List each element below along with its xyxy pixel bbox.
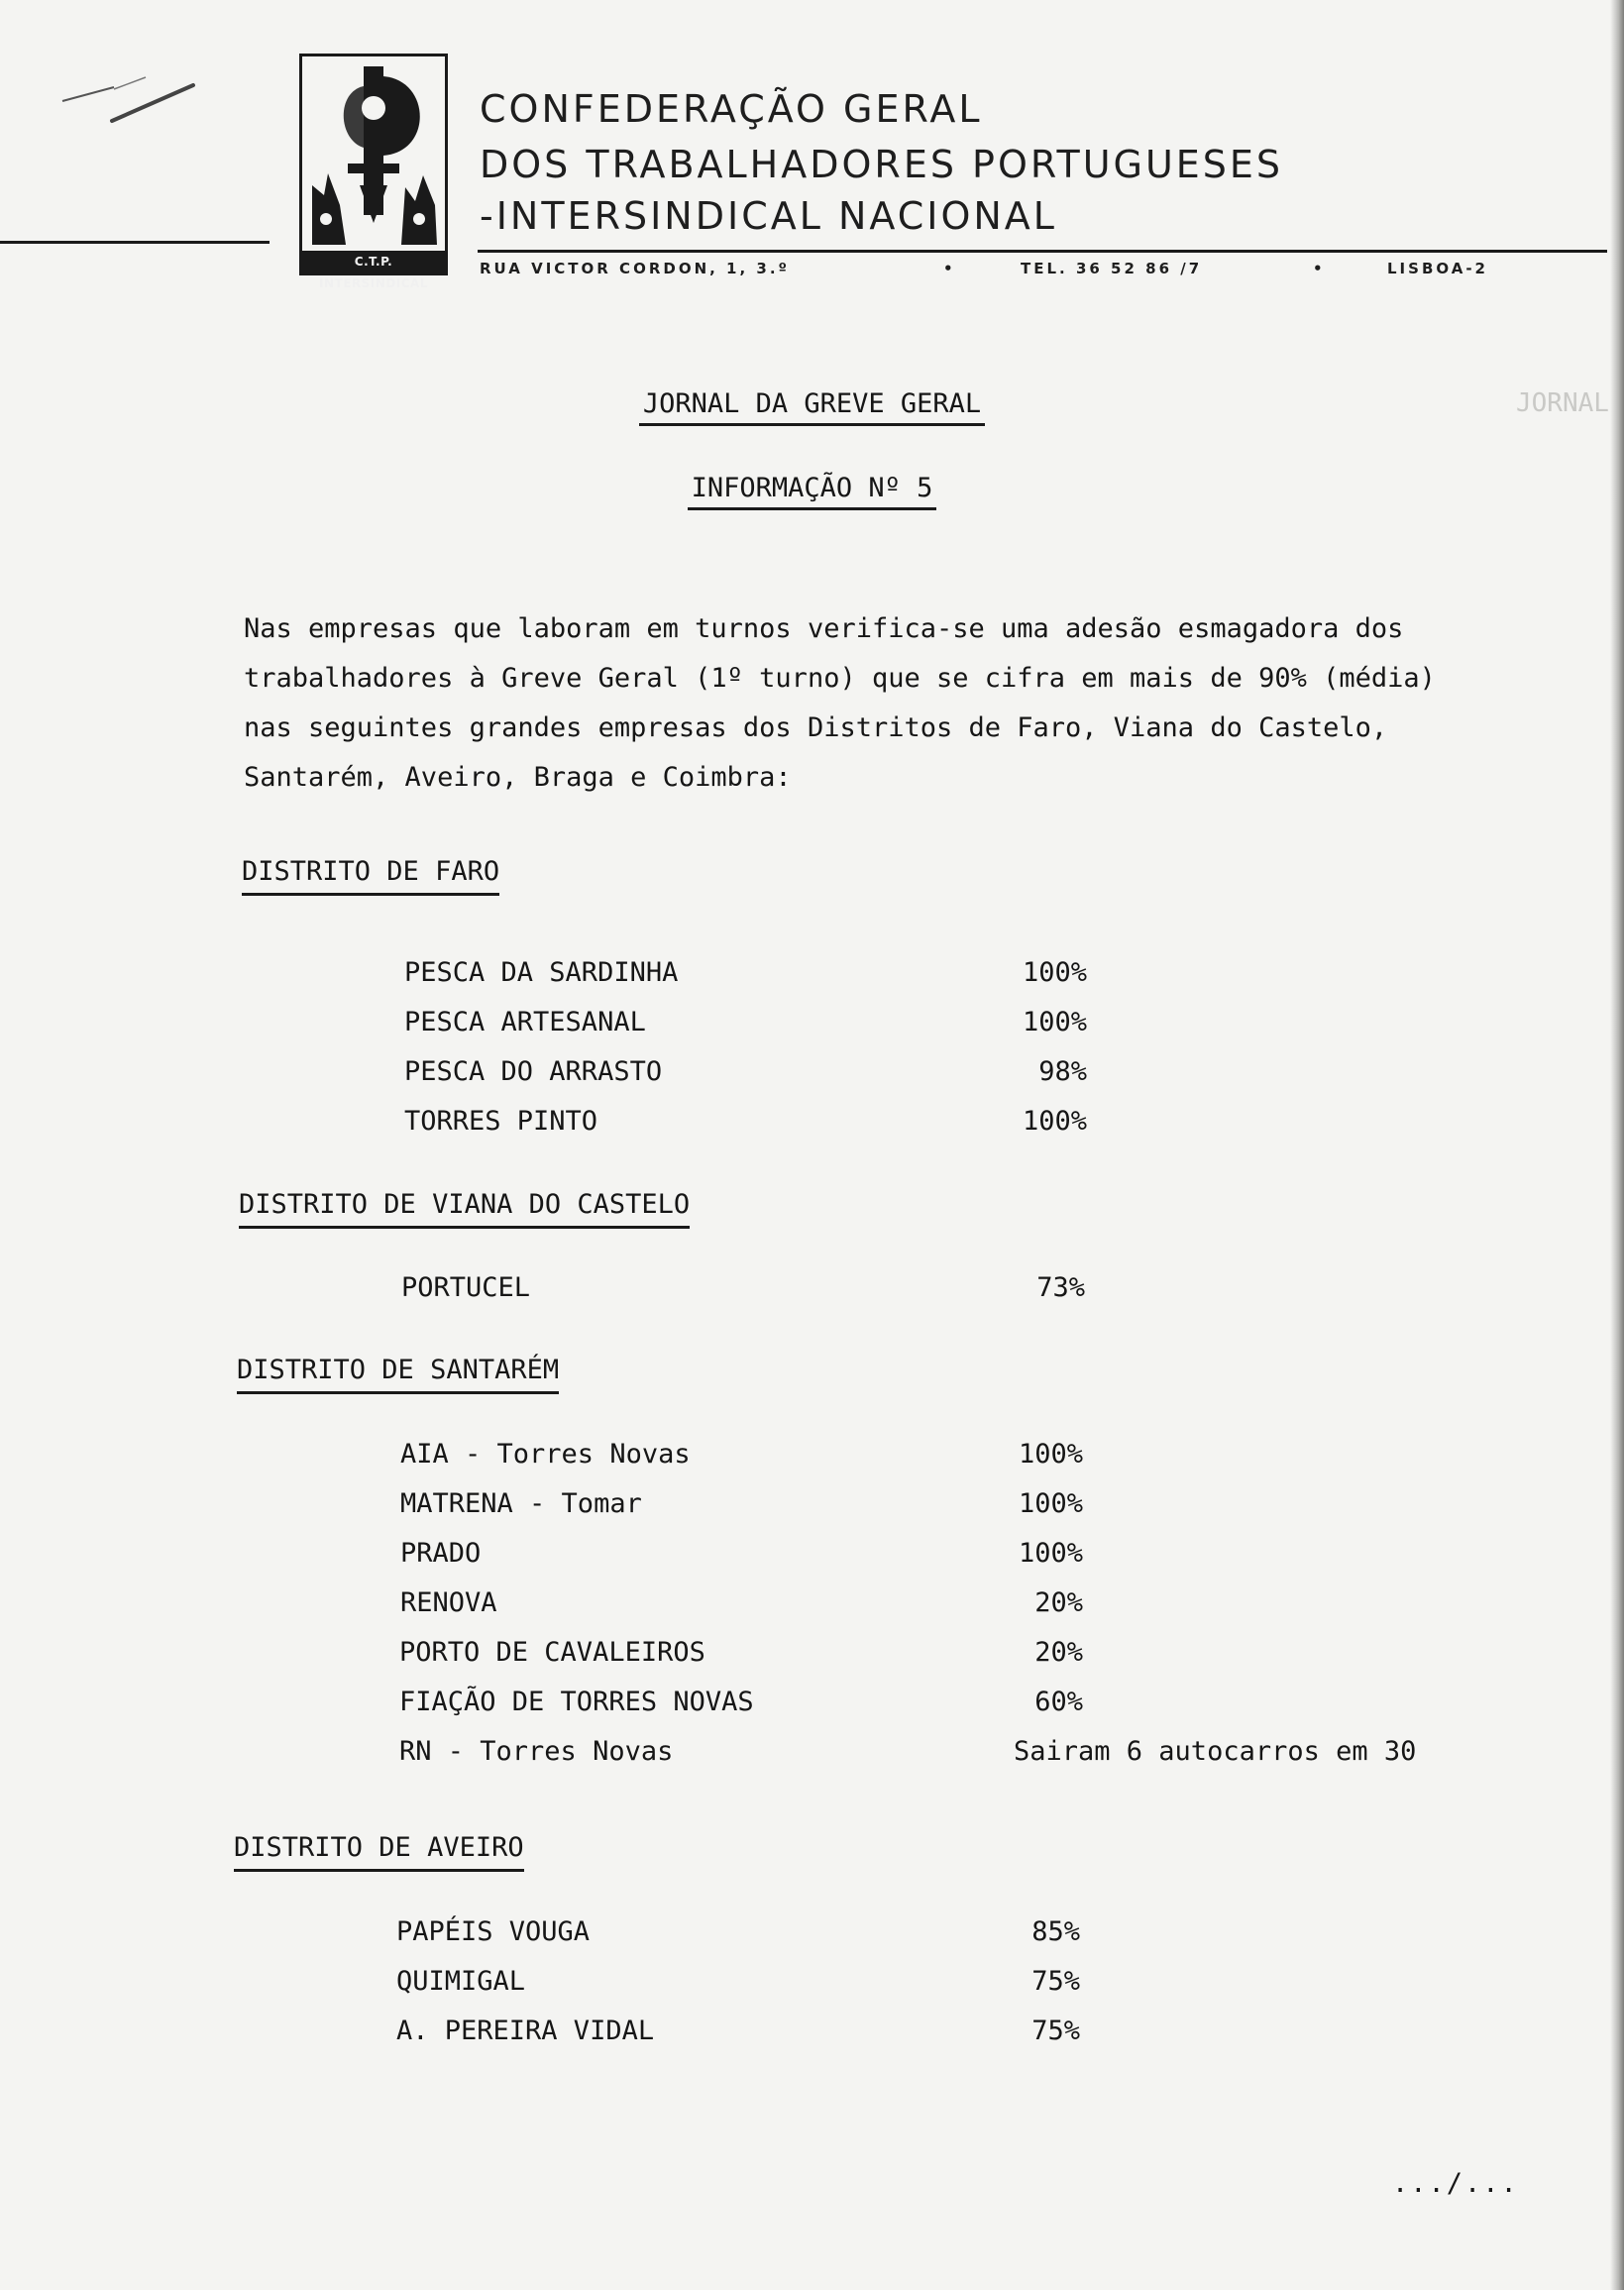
company-value: 85% [1031, 1916, 1080, 1947]
company-value: 100% [1022, 957, 1087, 988]
union-logo [299, 54, 448, 290]
company-name: TORRES PINTO [404, 1106, 598, 1137]
intro-line-4: Santarém, Aveiro, Braga e Coimbra: [244, 762, 792, 793]
company-name: QUIMIGAL [396, 1966, 526, 1997]
intro-line-2: trabalhadores à Greve Geral (1º turno) que se cifra em mais de 90% (média) [244, 663, 1436, 694]
company-value: 20% [1034, 1637, 1083, 1668]
faded-stamp: JORNAL [1516, 388, 1609, 418]
header-bullet-2: • [1313, 260, 1326, 277]
page-edge-shadow [1610, 0, 1624, 2290]
company-name: PAPÉIS VOUGA [396, 1916, 591, 1947]
intro-line-1: Nas empresas que laboram em turnos verifica-se uma adesão esmagadora dos [244, 613, 1404, 644]
company-value: 75% [1031, 2016, 1080, 2046]
company-name: PORTUCEL [401, 1272, 531, 1303]
document-title [0, 388, 1624, 419]
company-value: 100% [1022, 1007, 1087, 1037]
company-value: 98% [1038, 1056, 1087, 1087]
org-name-line-3: -INTERSINDICAL NACIONAL [480, 194, 1057, 238]
document-subtitle-text: INFORMAÇÃO Nº 5 [688, 473, 937, 510]
company-name: PRADO [400, 1538, 482, 1569]
company-name: FIAÇÃO DE TORRES NOVAS [399, 1687, 754, 1717]
intro-line-3: nas seguintes grandes empresas dos Distritos de Faro, Viana do Castelo, [244, 712, 1388, 743]
district-heading-faro: DISTRITO DE FARO [242, 856, 499, 896]
district-heading-viana-do-castelo: DISTRITO DE VIANA DO CASTELO [239, 1189, 690, 1229]
header-phone: TEL. 36 52 86 /7 [1021, 260, 1203, 277]
company-value: 20% [1034, 1587, 1083, 1618]
company-value: 100% [1018, 1538, 1083, 1569]
company-name: PESCA DO ARRASTO [404, 1056, 663, 1087]
company-value: 75% [1031, 1966, 1080, 1997]
company-value: 100% [1018, 1439, 1083, 1470]
district-heading-santarem: DISTRITO DE SANTARÉM [237, 1355, 559, 1394]
company-name: PESCA ARTESANAL [404, 1007, 646, 1037]
company-value: Sairam 6 autocarros em 30 [1014, 1736, 1417, 1767]
pen-scratch-mark [54, 69, 203, 139]
company-name: A. PEREIRA VIDAL [396, 2016, 655, 2046]
company-name: RN - Torres Novas [399, 1736, 674, 1767]
document-subtitle [0, 473, 1624, 503]
header-city: LISBOA-2 [1387, 260, 1488, 277]
company-value: 60% [1034, 1687, 1083, 1717]
logo-caption: C.T.P. INTERSINDICAL [302, 251, 445, 273]
continued-marker: .../... [1392, 2168, 1519, 2199]
org-name-line-1: CONFEDERAÇÃO GERAL [480, 87, 983, 131]
company-name: PESCA DA SARDINHA [404, 957, 679, 988]
org-name-line-2: DOS TRABALHADORES PORTUGUESES [480, 143, 1284, 186]
company-value: 100% [1018, 1488, 1083, 1519]
company-name: RENOVA [400, 1587, 497, 1618]
company-value: 100% [1022, 1106, 1087, 1137]
company-value: 73% [1036, 1272, 1085, 1303]
company-name: PORTO DE CAVALEIROS [399, 1637, 705, 1668]
header-address: RUA VICTOR CORDON, 1, 3.º [480, 260, 790, 277]
header-bullet-1: • [943, 260, 956, 277]
company-name: MATRENA - Tomar [400, 1488, 642, 1519]
document-title-text: JORNAL DA GREVE GERAL [639, 388, 985, 426]
header-rule-right [478, 250, 1607, 253]
header-rule-left [0, 241, 270, 244]
district-heading-aveiro: DISTRITO DE AVEIRO [234, 1832, 524, 1872]
company-name: AIA - Torres Novas [400, 1439, 691, 1470]
